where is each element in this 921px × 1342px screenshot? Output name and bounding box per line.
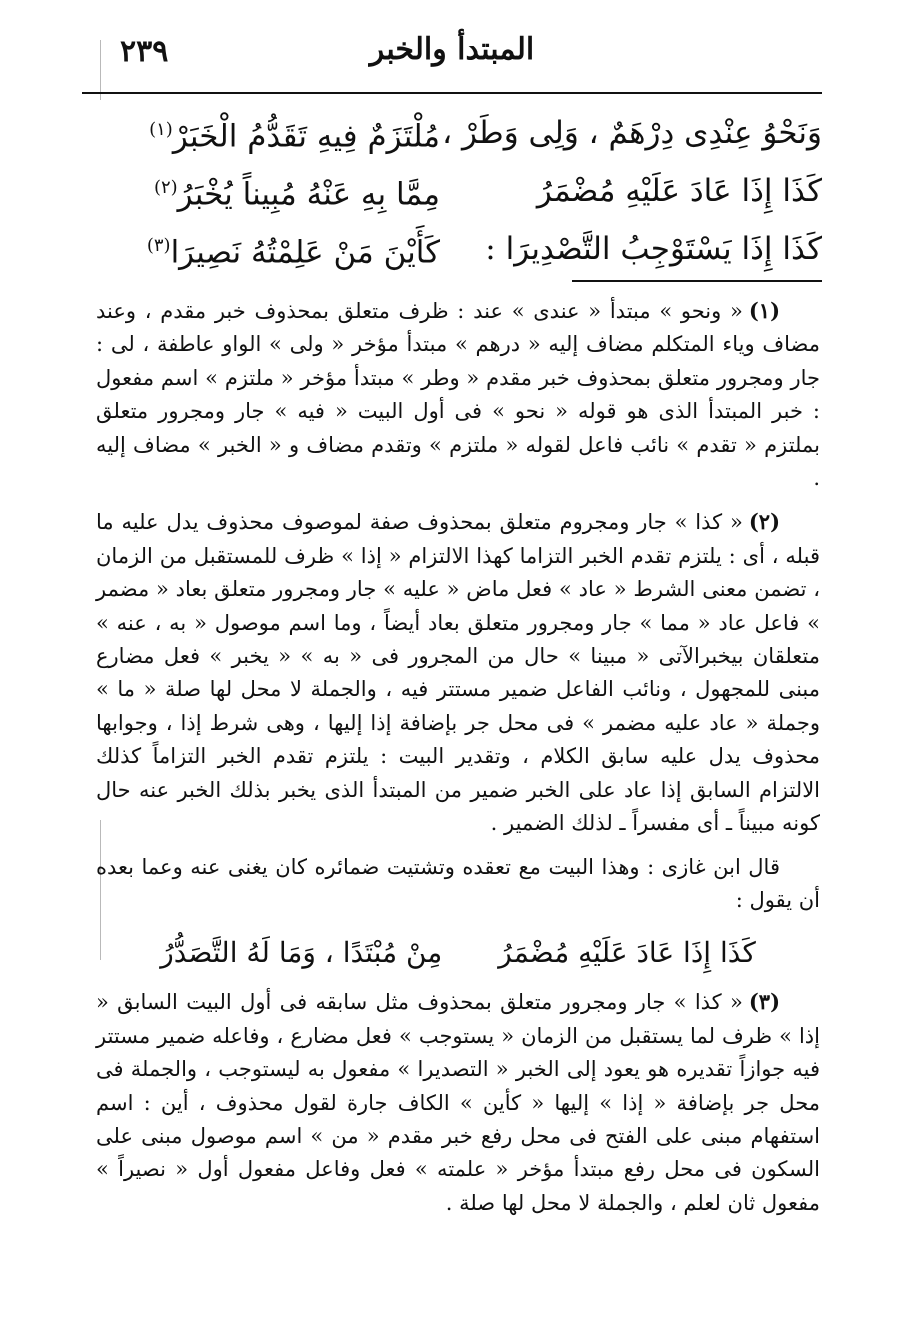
cited-verse: [96, 927, 820, 979]
running-title: المبتدأ والخبر: [369, 32, 535, 67]
page-header: [82, 28, 822, 88]
footnote-text: « كذا » جار ومجرور متعلق بمحذوف مثل سابقه فى أول البيت السابق « إذا » ظرف لما يستقبل من الزمان « يستوجب » فعل مضارع ، وفاعله ضمير مستتر فيه جوازاً تقديره هو يعود إلى الخبر « التصديرا » مفعول به ليستوجب ، والجملة فى محل جر بإضافة « إذا » إليها « كأين » الكاف جارة لقول محذوف ، أين : اسم استفهام مبنى على الفتح فى محل رفع خبر مقدم « من » اسم موصول مبنى على السكون فى محل رفع مبتدأ مؤخر « علمته » فعل وفاعل مفعول أول « نصيراً » مفعول ثان لعلم ، والجملة لا محل لها صلة .: [96, 990, 820, 1215]
footnote-marker: (٢): [748, 509, 780, 535]
verse-second-hemistich: مِمَّا بِهِ عَنْهُ مُبِيناً يُخْبَرُ$^{(٢)}$: [153, 176, 440, 213]
header-rule: [82, 92, 822, 94]
cited-verse-second-hemistich: مِنْ مُبْتَدًا ، وَمَا لَهُ التَّصَدُّرُ: [160, 936, 443, 970]
verse-line: [100, 220, 822, 278]
footnote-marker: (٣): [748, 989, 781, 1015]
page-number: ٢٣٩: [120, 34, 169, 69]
footnote-marker: (١): [748, 298, 780, 323]
footnote-separator-rule: [572, 280, 822, 282]
verse-first-hemistich: وَنَحْوُ عِنْدِى دِرْهَمٌ ، وَلِى وَطَرْ ،: [442, 115, 822, 151]
footnote-1: [96, 294, 820, 495]
footnote-3: [96, 985, 820, 1220]
verse-first-hemistich: كَذَا إِذَا عَادَ عَلَيْهِ مُضْمَرُ: [536, 173, 822, 209]
footnote-text: « كذا » جار ومجروم متعلق بمحذوف صفة لموصوف محذوف يدل عليه ما قبله ، أى : يلتزم تقدم الخبر التزاما كهذا الالتزام « إذا » ظرف للمستقبل من الزمان ، تضمن معنى الشرط « عاد » فعل ماض « عليه » جار ومجرور متعلق بعاد « مضمر » فاعل عاد « مما » جار ومجرور متعلق بعاد أيضاً ، وما اسم موصول « به ، عنه » متعلقان بيخبرالآتى « مبينا » حال من المجرور فى « به » « يخبر » فعل مضارع مبنى للمجهول ، ونائب الفاعل ضمير مستتر فيه ، والجملة لا محل لها صلة « ما » وجملة « عاد عليه مضمر » فى محل جر بإضافة إذا إليها ، وهى شرط إذا ، وجوابها محذوف يدل عليه سابق الكلام ، وتقدير البيت : يلتزم تقدم الخبر التزاماً كذلك الالتزام السابق إذا عاد على الخبر ضمير من المبتدأ الذى يخبر بذلك الخبر عنه حال كونه مبيناً ـ أى مفسراً ـ لذلك الضمير .: [96, 510, 820, 836]
commentary-block: [96, 294, 820, 1230]
verse-second-hemistich: مُلْتَزَمٌ فِيهِ تَقَدُّمُ الْخَبَرْ$^{(١)}$: [149, 118, 440, 155]
cited-verse-first-hemistich: كَذَا إِذَا عَادَ عَلَيْهِ مُضْمَرُ: [498, 936, 756, 970]
verse-line: [100, 104, 822, 162]
footnote-text: « ونحو » مبتدأ « عندى » عند : ظرف متعلق بمحذوف خبر مقدم ، وعند مضاف وياء المتكلم مضاف إليه « درهم » مبتدأ مؤخر « ولى » الواو عاطفة ، لى : جار ومجرور متعلق بمحذوف خبر مقدم « وطر » مبتدأ مؤخر « ملتزم » اسم مفعول : خبر المبتدأ الذى هو قوله « نحو » فى أول البيت « فيه » جار ومجرور متعلق بملتزم « تقدم » نائب فاعل لقوله « ملتزم » وتقدم مضاف و « الخبر » مضاف إليه .: [96, 299, 820, 491]
verse-line: [100, 162, 822, 220]
footnote-reference: (٣): [146, 234, 171, 256]
ibn-ghazi-quote: قال ابن غازى : وهذا البيت مع تعقده وتشتيت ضمائره كان يغنى عنه وعما بعده أن يقول :: [96, 854, 820, 912]
verse-second-hemistich: كَأَيْنَ مَنْ عَلِمْتُهُ نَصِيرَا$^{(٣)}$: [146, 234, 440, 271]
footnote-2: [96, 505, 820, 840]
footnote-reference: (٢): [153, 176, 178, 198]
verse-first-hemistich: كَذَا إِذَا يَسْتَوْجِبُ التَّصْدِيرَا :: [485, 231, 822, 267]
footnote-reference: (١): [149, 118, 173, 140]
poetry-block: [100, 104, 822, 278]
